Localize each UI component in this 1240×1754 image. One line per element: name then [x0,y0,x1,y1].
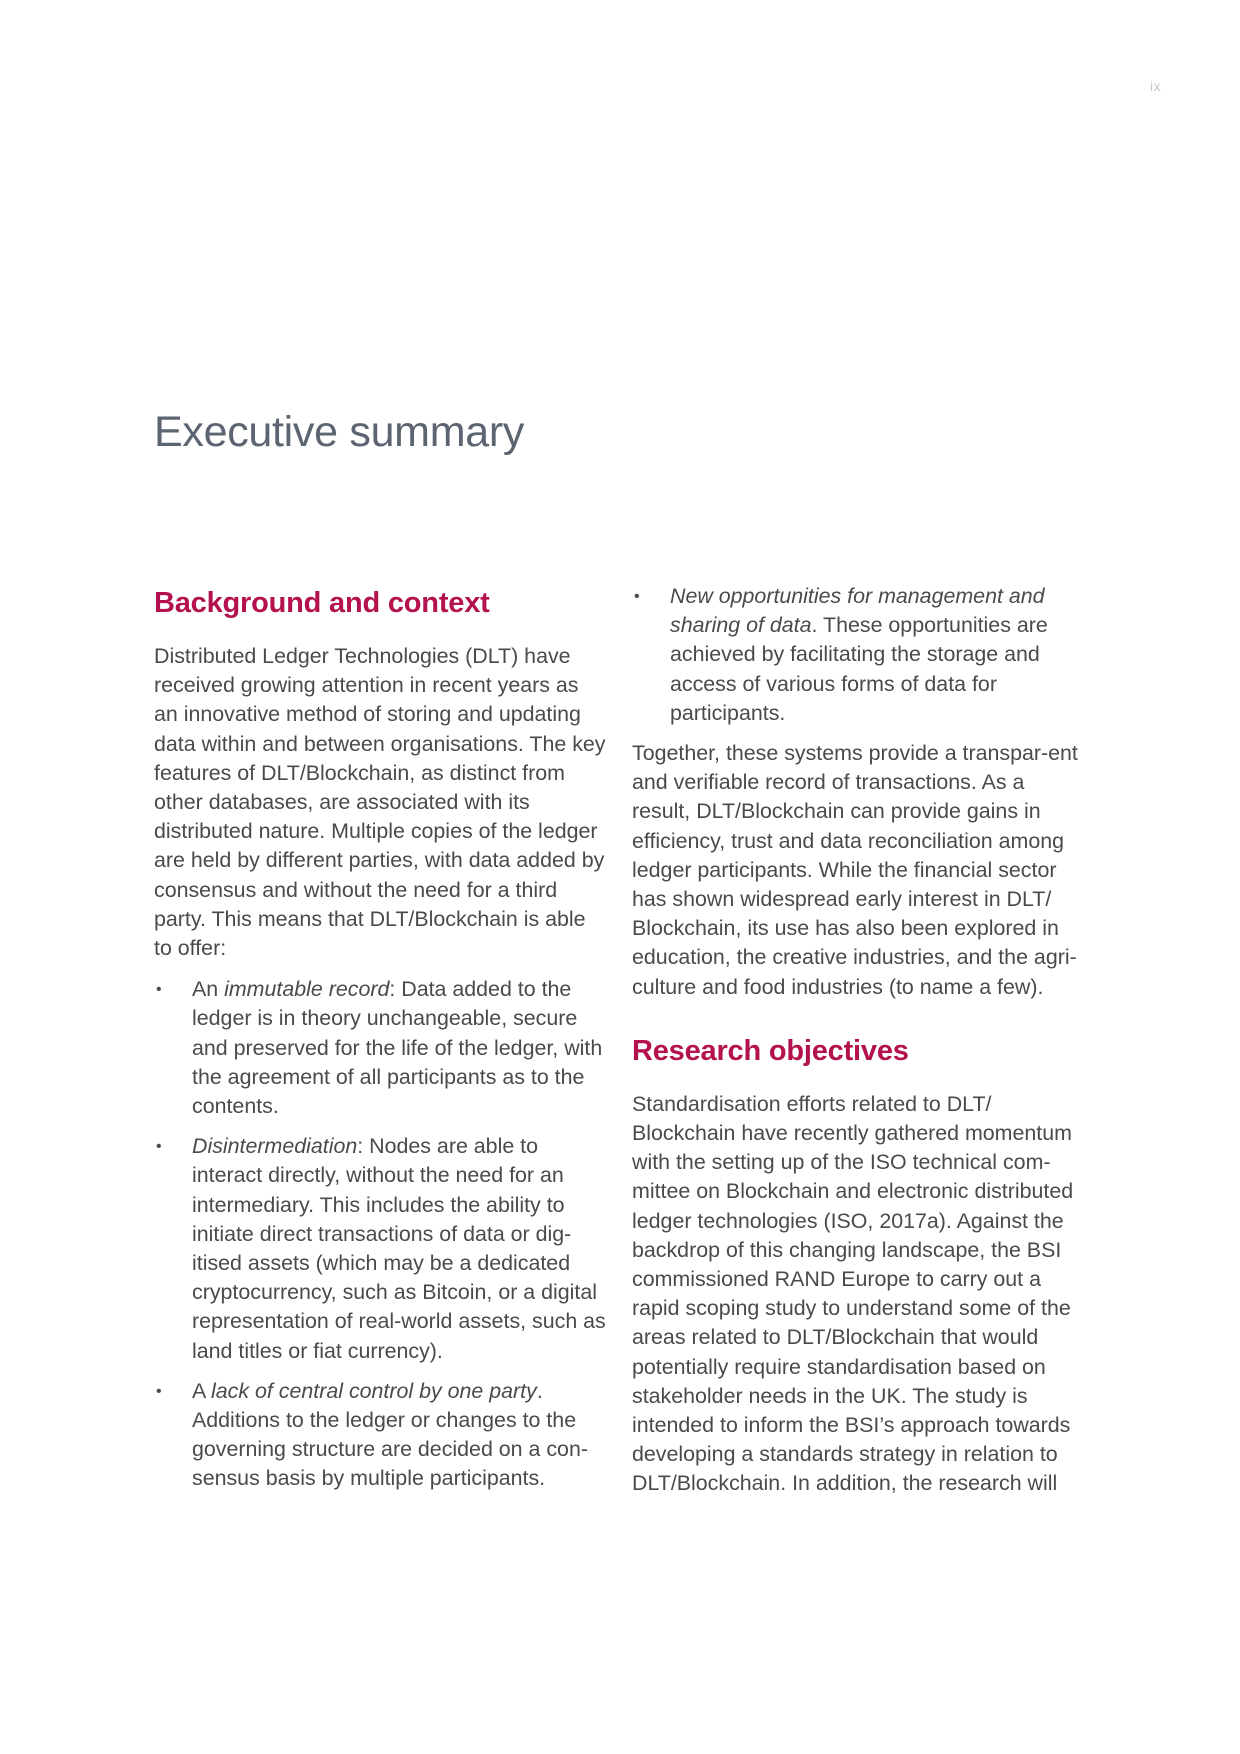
list-item-text: . These opportunities are achieved by facilitating the storage and access of various forms of data for participants. [670,613,1048,725]
bullet-icon: • [156,981,162,999]
list-item-text: . Additions to the ledger or changes to the governing structure are decided on a con-sensus basis by multiple participants. [192,1378,588,1491]
bullet-icon: • [156,1138,162,1156]
research-paragraph: Standardisation efforts related to DLT/ Blockchain have recently gathered momentum with the setting up of the ISO technical com-mittee on Blockchain and electronic distributed ledger technologies (ISO, 2017a). Against the backdrop of this changing landscape, the BSI commissioned RAND Europe to carry out a rapid scoping study to understand some of the areas related to DLT/Blockchain that would potentially require standardisation based on stakeholder needs in the UK. The study is intended to inform the BSI’s approach towards developing a standards strategy in relation to DLT/Blockchain. In addition, the research will [632,1091,1074,1496]
left-column [154,586,606,1505]
list-item-term: Disintermediation [192,1134,358,1159]
summary-paragraph: Together, these systems provide a transpar-ent and verifiable record of transactions. As a result, DLT/Blockchain can provide gains in efficiency, trust and data reconciliation among ledger participants. While the financial sector has shown widespread early interest in DLT/ Blockchain, its use has also been explored in education, the creative industries, and the agri-culture and food industries (to name a few). [632,741,1078,999]
list-item: • An immutable record: Data added to the ledger is in theory unchangeable, secure and preserved for the life of the ledger, with the agreement of all participants as to the contents. [156,977,603,1119]
bullet-icon: • [634,588,640,605]
section-heading-research-objectives: Research objectives [632,1034,909,1067]
right-column [632,582,1086,1511]
intro-paragraph: Distributed Ledger Technologies (DLT) have received growing attention in recent years as an innovative method of storing and updating data within and between organisations. The key features of DLT/Blockchain, as distinct from other databases, are associated with its distributed nature. Multiple copies of the ledger are held by different parties, with data added by consensus and without the need for a third party. This means that DLT/Blockchain is able to offer: [154,644,606,961]
bullet-icon: • [156,1382,162,1400]
list-item-term: lack of central control by one party [211,1378,537,1403]
list-item [154,1132,606,1366]
list-item-text: : Nodes are able to interact directly, without the need for an intermediary. This includes the ability to initiate direct transactions of data or dig-itised assets (which may be a dedicated cryptocurrency, such as Bitcoin, or a digital representation of real-world assets, such as land titles or fiat currency). [192,1134,606,1363]
list-item [632,582,1086,728]
list-item-term: immutable record [224,977,390,1002]
list-item: • A lack of central control by one party. Additions to the ledger or changes to the governing structure are decided on a con-sensus basis by multiple participants. [156,1378,588,1491]
list-item-term: New opportunities for management and sharing of data [670,584,1045,638]
section-heading-background: Background and context [154,587,490,619]
feature-list [154,975,606,1493]
page-title: Executive summary [154,408,525,456]
list-item-text: : Data added to the ledger is in theory unchangeable, secure and preserved for the life of the ledger, with the agreement of all participants as to the contents. [192,977,603,1119]
feature-list-continued [632,582,1086,728]
page-number: ix [1150,78,1162,94]
